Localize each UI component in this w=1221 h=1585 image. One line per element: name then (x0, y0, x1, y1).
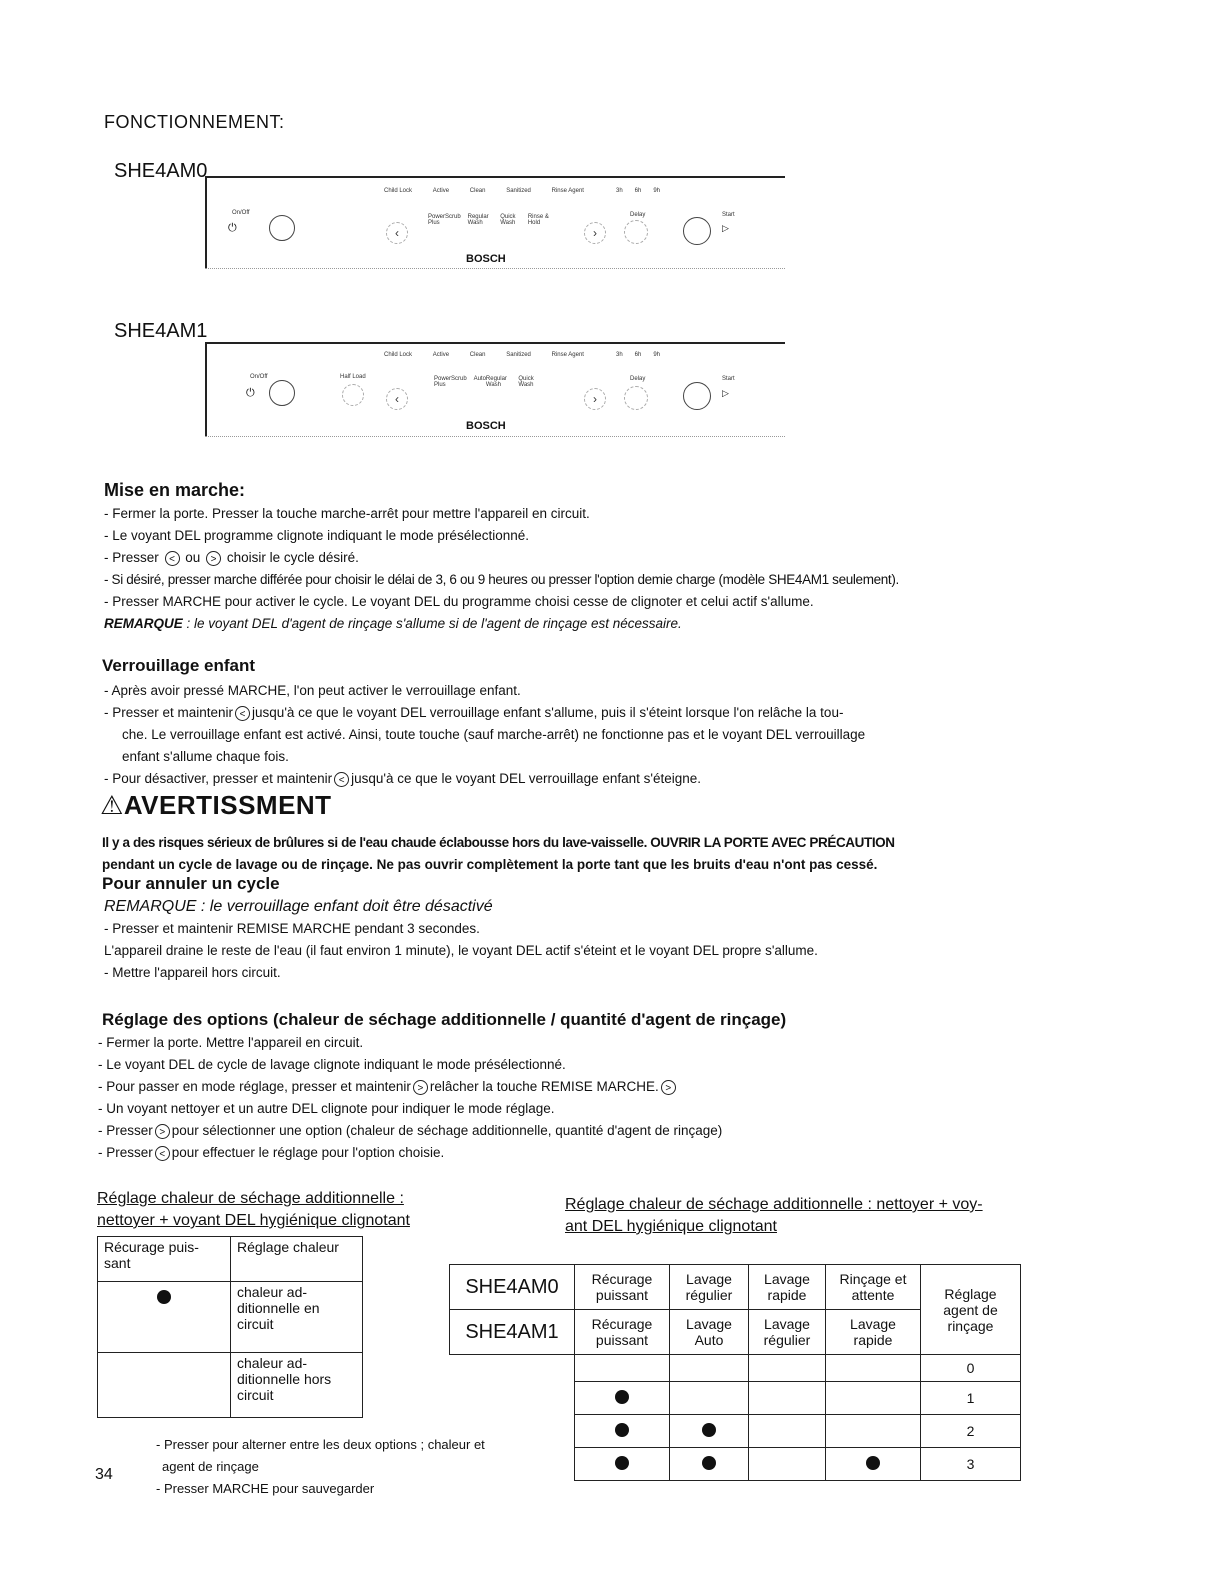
setting-value: 2 (921, 1415, 1021, 1448)
play-icon: ▷ (722, 223, 729, 233)
table-header-row (98, 1237, 363, 1282)
delay-button[interactable] (624, 220, 648, 244)
next-program-button[interactable] (584, 388, 606, 410)
right-table-title-line2: ant DEL hygiénique clignotant (565, 1218, 777, 1235)
filled-dot-icon (702, 1456, 716, 1470)
delay-9h: 9h (653, 188, 660, 194)
program-regular: Regular Wash (467, 214, 489, 226)
text-fragment: - Pour désactiver, presser et maintenir (104, 771, 333, 786)
dot-cell (826, 1448, 921, 1481)
brand-logo: BOSCH (466, 253, 506, 265)
spacer-cell (450, 1355, 575, 1382)
power-button[interactable] (269, 215, 295, 241)
next-program-button[interactable] (584, 222, 606, 244)
panel-edge (205, 436, 785, 437)
dot-cell (826, 1415, 921, 1448)
left-table-note (156, 1434, 485, 1500)
table-row (450, 1382, 1021, 1415)
table-row (450, 1448, 1021, 1481)
dot-cell (749, 1415, 826, 1448)
chevron-right-icon: > (155, 1124, 170, 1139)
delay-3h: 3h (616, 188, 623, 194)
setting-value: 3 (921, 1448, 1021, 1481)
indicator-sanitized: Sanitized (506, 188, 531, 194)
play-icon: ▷ (722, 388, 729, 398)
program-cell: Récurage puissant (575, 1265, 670, 1310)
table-row (98, 1353, 363, 1418)
table-header-cell: Réglage chaleur (231, 1237, 363, 1282)
delay-6h: 6h (634, 352, 642, 358)
left-table-title-line2: nettoyer + voyant DEL hygiénique clignotant (97, 1212, 410, 1229)
text-line: - Le voyant DEL programme clignote indiquant le mode présélectionné. (104, 528, 529, 543)
dot-cell (575, 1355, 670, 1382)
text-line: - Si désiré, presser marche différée pour choisir le délai de 3, 6 ou 9 heures ou presser l'option demie charge (modèle SHE4AM1 seulement). (104, 572, 899, 587)
program-powerscrub: PowerScrub Plus (434, 376, 467, 388)
delay-label: Delay (630, 376, 646, 382)
annuler-body (104, 896, 818, 984)
last-col-header: Réglage agent de rinçage (921, 1265, 1021, 1355)
program-cell: Lavage régulier (749, 1310, 826, 1355)
indicator-sanitized: Sanitized (506, 352, 531, 358)
chevron-left-icon: < (155, 1146, 170, 1161)
text-line (98, 1142, 722, 1164)
indicator-clean: Clean (469, 188, 486, 194)
text-fragment: ou (185, 550, 201, 565)
text-line: - Fermer la porte. Presser la touche marche-arrêt pour mettre l'appareil en circuit. (104, 506, 590, 521)
model-row-she4am0 (450, 1265, 1021, 1310)
panel-edge (205, 268, 785, 269)
mise-en-marche-body (104, 503, 899, 635)
text-fragment: - Presser (104, 550, 159, 565)
start-button[interactable] (683, 217, 711, 245)
program-cell: Lavage rapide (749, 1265, 826, 1310)
indicator-active: Active (432, 352, 450, 358)
remark-line (104, 613, 899, 635)
table-header-cell: Récurage puis-sant (98, 1237, 231, 1282)
dot-cell (670, 1415, 749, 1448)
warning-heading (100, 790, 332, 821)
text-line: - Le voyant DEL de cycle de lavage clignote indiquant le mode présélectionné. (98, 1057, 566, 1072)
power-icon: ⏻ (228, 222, 237, 234)
section-title-verrouillage: Verrouillage enfant (102, 656, 256, 675)
dot-cell (575, 1382, 670, 1415)
indicator-rinse-agent: Rinse Agent (551, 352, 584, 358)
filled-dot-icon (866, 1456, 880, 1470)
spacer-cell (450, 1415, 575, 1448)
filled-dot-icon (615, 1390, 629, 1404)
remark-line: REMARQUE : le verrouillage enfant doit être désactivé (104, 898, 493, 915)
dot-cell (749, 1355, 826, 1382)
text-line: - Un voyant nettoyer et un autre DEL clignote pour indiquer le mode réglage. (98, 1101, 555, 1116)
dot-cell (670, 1382, 749, 1415)
model-name: SHE4AM0 (114, 160, 208, 182)
text-line: - Presser et maintenir REMISE MARCHE pendant 3 secondes. (104, 921, 480, 936)
rinse-agent-table (449, 1264, 1021, 1481)
table-cell: chaleur ad-ditionnelle hors circuit (231, 1353, 363, 1418)
program-cell: Rinçage et attente (826, 1265, 921, 1310)
power-icon: ⏻ (246, 387, 255, 399)
dot-cell (749, 1448, 826, 1481)
warning-body (102, 832, 895, 876)
indicator-clean: Clean (469, 352, 486, 358)
start-label: Start (722, 376, 735, 382)
power-button[interactable] (269, 380, 295, 406)
text-line: - Mettre l'appareil hors circuit. (104, 965, 281, 980)
section-title-mise-en-marche: Mise en marche: (104, 480, 246, 500)
dot-cell (826, 1355, 921, 1382)
left-table-title-line1: Réglage chaleur de séchage additionnelle : (97, 1190, 404, 1207)
program-powerscrub: PowerScrub Plus (428, 214, 461, 226)
indicator-child-lock: Child Lock (384, 188, 413, 194)
chevron-left-icon: ‹ (395, 226, 399, 240)
prev-program-button[interactable] (386, 388, 408, 410)
program-cell: Lavage rapide (826, 1310, 921, 1355)
table-cell-dot (98, 1282, 231, 1353)
text-fragment: pour sélectionner une option (chaleur de séchage additionnelle, quantité d'agent de rinçage) (171, 1123, 723, 1138)
filled-dot-icon (615, 1423, 629, 1437)
program-quick: Quick Wash (500, 214, 516, 226)
chevron-left-icon: < (235, 706, 250, 721)
spacer-cell (450, 1448, 575, 1481)
indicator-active: Active (432, 188, 450, 194)
chevron-left-icon: < (165, 551, 180, 566)
filled-dot-icon (615, 1456, 629, 1470)
table-cell-empty (98, 1353, 231, 1418)
chevron-right-icon: › (593, 392, 597, 406)
dot-cell (749, 1382, 826, 1415)
text-fragment: - Pour passer en mode réglage, presser et maintenir (98, 1079, 411, 1094)
program-cell: Récurage puissant (575, 1310, 670, 1355)
delay-label: Delay (630, 212, 646, 218)
dot-cell (670, 1355, 749, 1382)
table-cell: chaleur ad-ditionnelle en circuit (231, 1282, 363, 1353)
brand-logo: BOSCH (466, 420, 506, 432)
program-regular: Regular Wash (485, 376, 507, 388)
chevron-right-icon: > (661, 1080, 676, 1095)
text-line: pendant un cycle de lavage ou de rinçage. Ne pas ouvrir complètement la porte tant que les bruits d'eau n'ont pas cessé. (102, 857, 878, 872)
text-line: - Après avoir pressé MARCHE, l'on peut activer le verrouillage enfant. (104, 683, 521, 698)
delay-button[interactable] (624, 386, 648, 410)
text-line (104, 702, 865, 724)
model-name: SHE4AM1 (114, 320, 208, 342)
text-fragment: relâcher la touche REMISE MARCHE. (429, 1079, 659, 1094)
verrouillage-body (104, 680, 865, 790)
note-line: - Presser pour alterner entre les deux options ; chaleur et (156, 1437, 485, 1452)
table-row (450, 1415, 1021, 1448)
text-line: Il y a des risques sérieux de brûlures si de l'eau chaude éclabousse hors du lave-vaisselle. OUVRIR LA PORTE AVEC PRÉCAUTION (102, 835, 895, 850)
setting-value: 0 (921, 1355, 1021, 1382)
on-off-label: On/Off (250, 374, 268, 380)
warning-icon: ⚠ (100, 790, 124, 820)
heat-setting-table (97, 1236, 363, 1418)
half-load-label: Half Load (340, 374, 366, 380)
table-row (450, 1355, 1021, 1382)
note-line: - Presser MARCHE pour sauvegarder (156, 1481, 375, 1496)
delay-3h: 3h (616, 352, 623, 358)
indicator-rinse-agent: Rinse Agent (551, 188, 584, 194)
reglage-body (98, 1032, 722, 1164)
section-title-reglage: Réglage des options (chaleur de séchage additionnelle / quantité d'agent de rinçage) (102, 1010, 787, 1029)
text-line: che. Le verrouillage enfant est activé. Ainsi, toute touche (sauf marche-arrêt) ne fonctionne pas et le voyant DEL verrouillage (122, 727, 866, 742)
remark-label: REMARQUE (104, 616, 183, 631)
chevron-right-icon: › (593, 226, 597, 240)
chevron-right-icon: > (413, 1080, 428, 1095)
text-fragment: jusqu'à ce que le voyant DEL verrouillage enfant s'allume, puis il s'éteint lorsque l'on relâche la tou- (252, 705, 844, 720)
text-line: - Fermer la porte. Mettre l'appareil en circuit. (98, 1035, 364, 1050)
delay-9h: 9h (653, 352, 660, 358)
dot-cell (670, 1448, 749, 1481)
table-row (98, 1282, 363, 1353)
text-fragment: choisir le cycle désiré. (226, 550, 359, 565)
prev-program-button[interactable] (386, 222, 408, 244)
note-line: agent de rinçage (162, 1459, 259, 1474)
model-cell: SHE4AM1 (450, 1310, 575, 1355)
indicator-child-lock: Child Lock (384, 352, 413, 358)
section-title-annuler: Pour annuler un cycle (102, 874, 280, 893)
text-line (104, 768, 865, 790)
program-cell: Lavage Auto (670, 1310, 749, 1355)
text-fragment: jusqu'à ce que le voyant DEL verrouillage enfant s'éteigne. (351, 771, 701, 786)
text-fragment: pour effectuer le réglage pour l'option choisie. (171, 1145, 445, 1160)
filled-dot-icon (157, 1290, 171, 1304)
text-line: - Presser MARCHE pour activer le cycle. Le voyant DEL du programme choisi cesse de clignoter et celui actif s'allume. (104, 594, 814, 609)
text-line: enfant s'allume chaque fois. (122, 749, 289, 764)
filled-dot-icon (702, 1423, 716, 1437)
text-line: L'appareil draine le reste de l'eau (il faut environ 1 minute), le voyant DEL actif s'éteint et le voyant DEL propre s'allume. (104, 943, 818, 958)
chevron-left-icon: ‹ (395, 392, 399, 406)
setting-value: 1 (921, 1382, 1021, 1415)
model-cell: SHE4AM0 (450, 1265, 575, 1310)
dot-cell (575, 1415, 670, 1448)
remark-text: : le voyant DEL d'agent de rinçage s'allume si de l'agent de rinçage est nécessaire. (182, 616, 682, 631)
page-number: 34 (95, 1466, 113, 1483)
spacer-cell (450, 1382, 575, 1415)
warning-title: AVERTISSMENT (123, 790, 332, 820)
program-auto: Auto (473, 376, 486, 382)
text-line (98, 1120, 722, 1142)
text-fragment: - Presser (98, 1145, 153, 1160)
dot-cell (826, 1382, 921, 1415)
dot-cell (575, 1448, 670, 1481)
program-cell: Lavage régulier (670, 1265, 749, 1310)
delay-6h: 6h (634, 188, 642, 194)
half-load-button[interactable] (342, 384, 364, 406)
program-rinse-hold: Rinse & Hold (527, 214, 549, 226)
on-off-label: On/Off (232, 210, 250, 216)
start-button[interactable] (683, 382, 711, 410)
chevron-right-icon: > (206, 551, 221, 566)
start-label: Start (722, 212, 735, 218)
section-heading: FONCTIONNEMENT: (104, 112, 285, 132)
text-fragment: - Presser et maintenir (104, 705, 234, 720)
program-quick: Quick Wash (518, 376, 534, 388)
text-fragment: - Presser (98, 1123, 153, 1138)
chevron-left-icon: < (334, 772, 349, 787)
text-line (104, 547, 899, 569)
text-line (98, 1076, 722, 1098)
right-table-title-line1: Réglage chaleur de séchage additionnelle : nettoyer + voy- (565, 1196, 983, 1213)
